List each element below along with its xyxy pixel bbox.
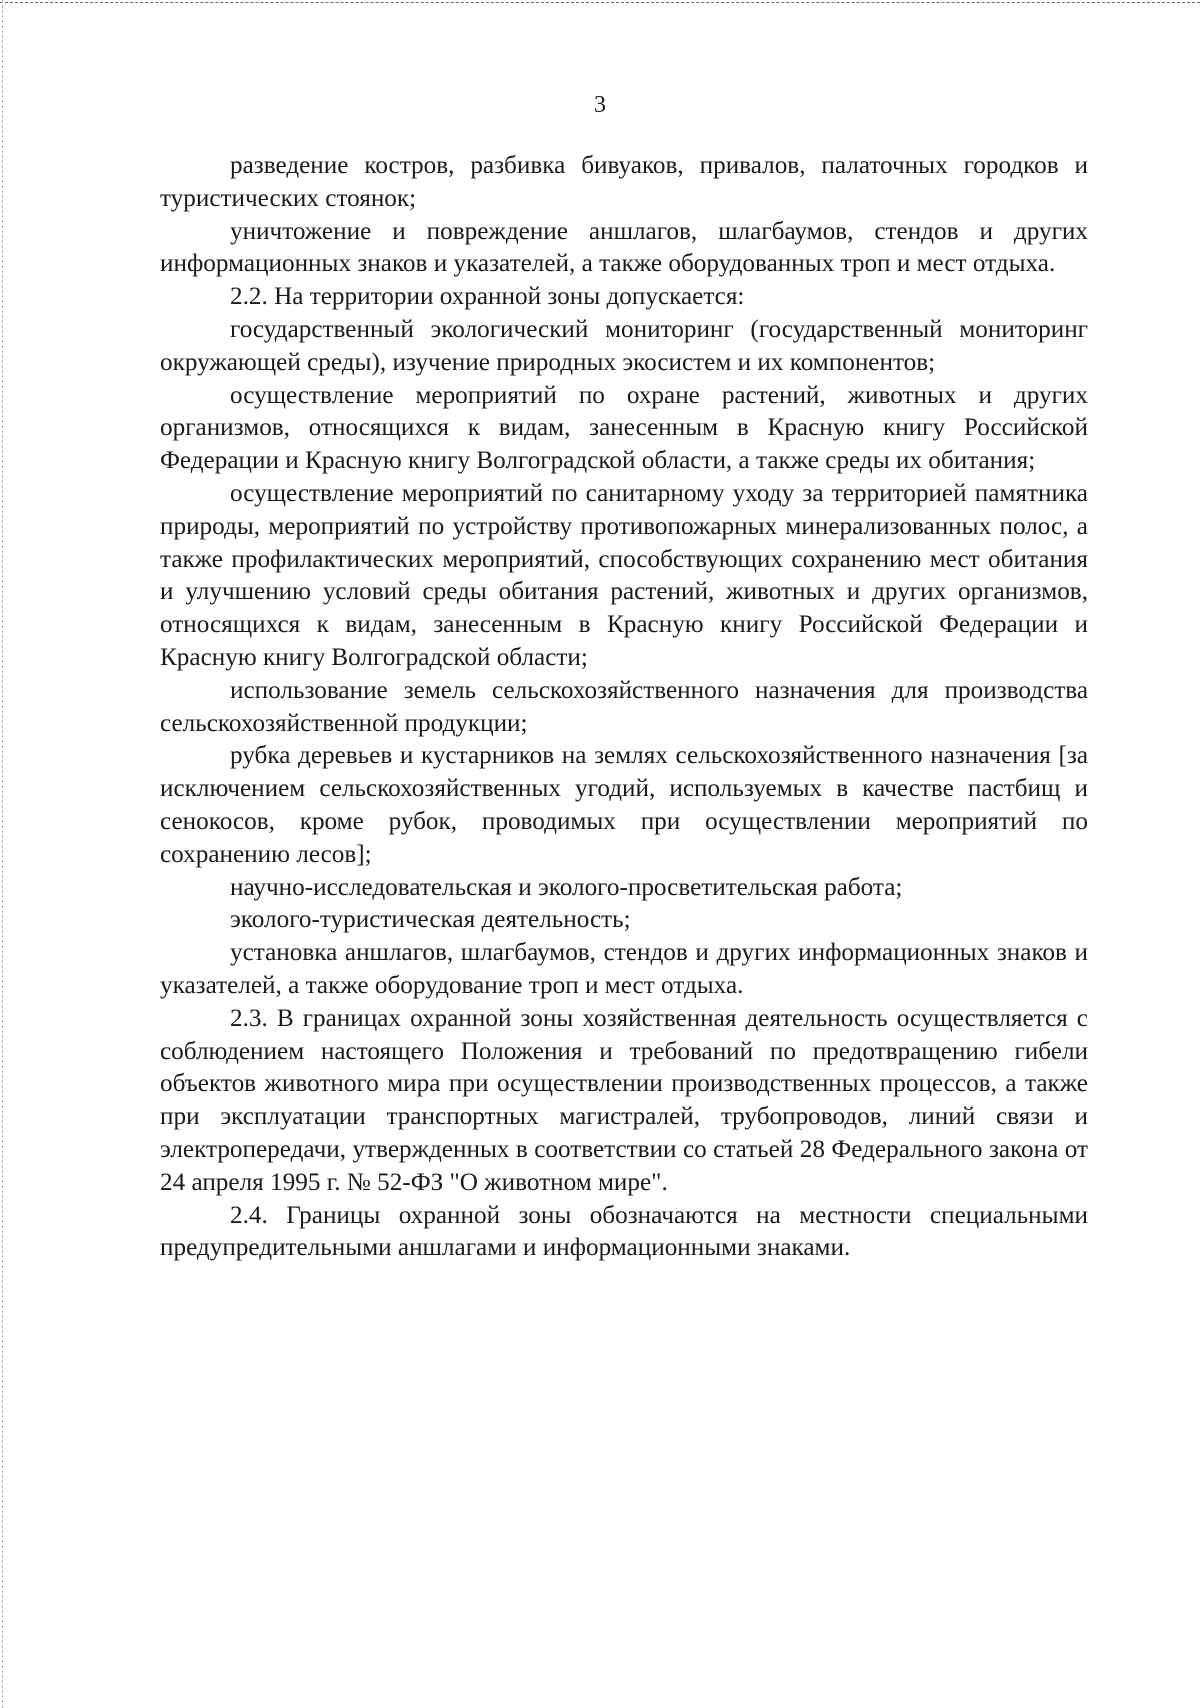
paragraph-ecological-monitoring: государственный экологический мониторинг (государственный мониторинг окружающей среды), изучение природных экосистем и их компонентов; [160, 315, 1088, 376]
paragraph-protection-measures: осуществление мероприятий по охране растений, животных и других организмов, относящихся к видам, занесенным в Красную книгу Российской Федерации и Красную книгу Волгоградской области, а также среды их обитания; [160, 381, 1088, 475]
paragraph-section-2-4: 2.4. Границы охранной зоны обозначаются на местности специальными предупредительными аншлагами и информационными знаками. [160, 1201, 1088, 1262]
scan-edge-top [0, 2, 1200, 3]
paragraph-agricultural-land-use: использование земель сельскохозяйственного назначения для производства сельскохозяйственной продукции; [160, 676, 1088, 737]
paragraph-sanitary-care: осуществление мероприятий по санитарному уходу за территорией памятника природы, мероприятий по устройству противопожарных минерализованных полос, а также профилактических мероприятий, способствующих сохранению мест обитания и улучшению условий среды обитания растений, животных и других организмов, относящихся к видам, занесенным в Красную книгу Российской Федерации и Красную книгу Волгоградской области; [160, 479, 1088, 671]
paragraph-prohibited-campfires: разведение костров, разбивка бивуаков, привалов, палаточных городков и туристических стоянок; [160, 152, 1088, 212]
paragraph-section-2-2-heading: 2.2. На территории охранной зоны допускается: [230, 283, 745, 311]
page-number: 3 [594, 92, 606, 118]
document-body [160, 150, 1088, 1265]
paragraph-section-2-3: 2.3. В границах охранной зоны хозяйственная деятельность осуществляется с соблюдением настоящего Положения и требований по предотвращению гибели объектов животного мира при осуществлении производственных процессов, а также при эксплуатации транспортных магистралей, трубопроводов, линий связи и электропередачи, утвержденных в соответствии со статьей 28 Федерального закона от 24 апреля 1995 г. № 52-ФЗ "О животном мире". [160, 1004, 1088, 1196]
paragraph-prohibited-damage-signs: уничтожение и повреждение аншлагов, шлагбаумов, стендов и других информационных знаков и указателей, а также оборудованных троп и мест отдыха. [160, 217, 1088, 278]
paragraph-research-work: научно-исследовательская и эколого-просветительская работа; [230, 873, 903, 901]
paragraph-eco-tourism: эколого-туристическая деятельность; [230, 906, 631, 934]
paragraph-sign-installation: установка аншлагов, шлагбаумов, стендов и других информационных знаков и указателей, а также оборудование троп и мест отдыха. [160, 939, 1088, 999]
paragraph-tree-felling: рубка деревьев и кустарников на землях сельскохозяйственного назначения [за исключением сельскохозяйственных угодий, используемых в качестве пастбищ и сенокосов, кроме рубок, проводимых при осуществлении мероприятий по сохранению лесов]; [160, 742, 1088, 868]
scan-edge-left [2, 0, 3, 1708]
